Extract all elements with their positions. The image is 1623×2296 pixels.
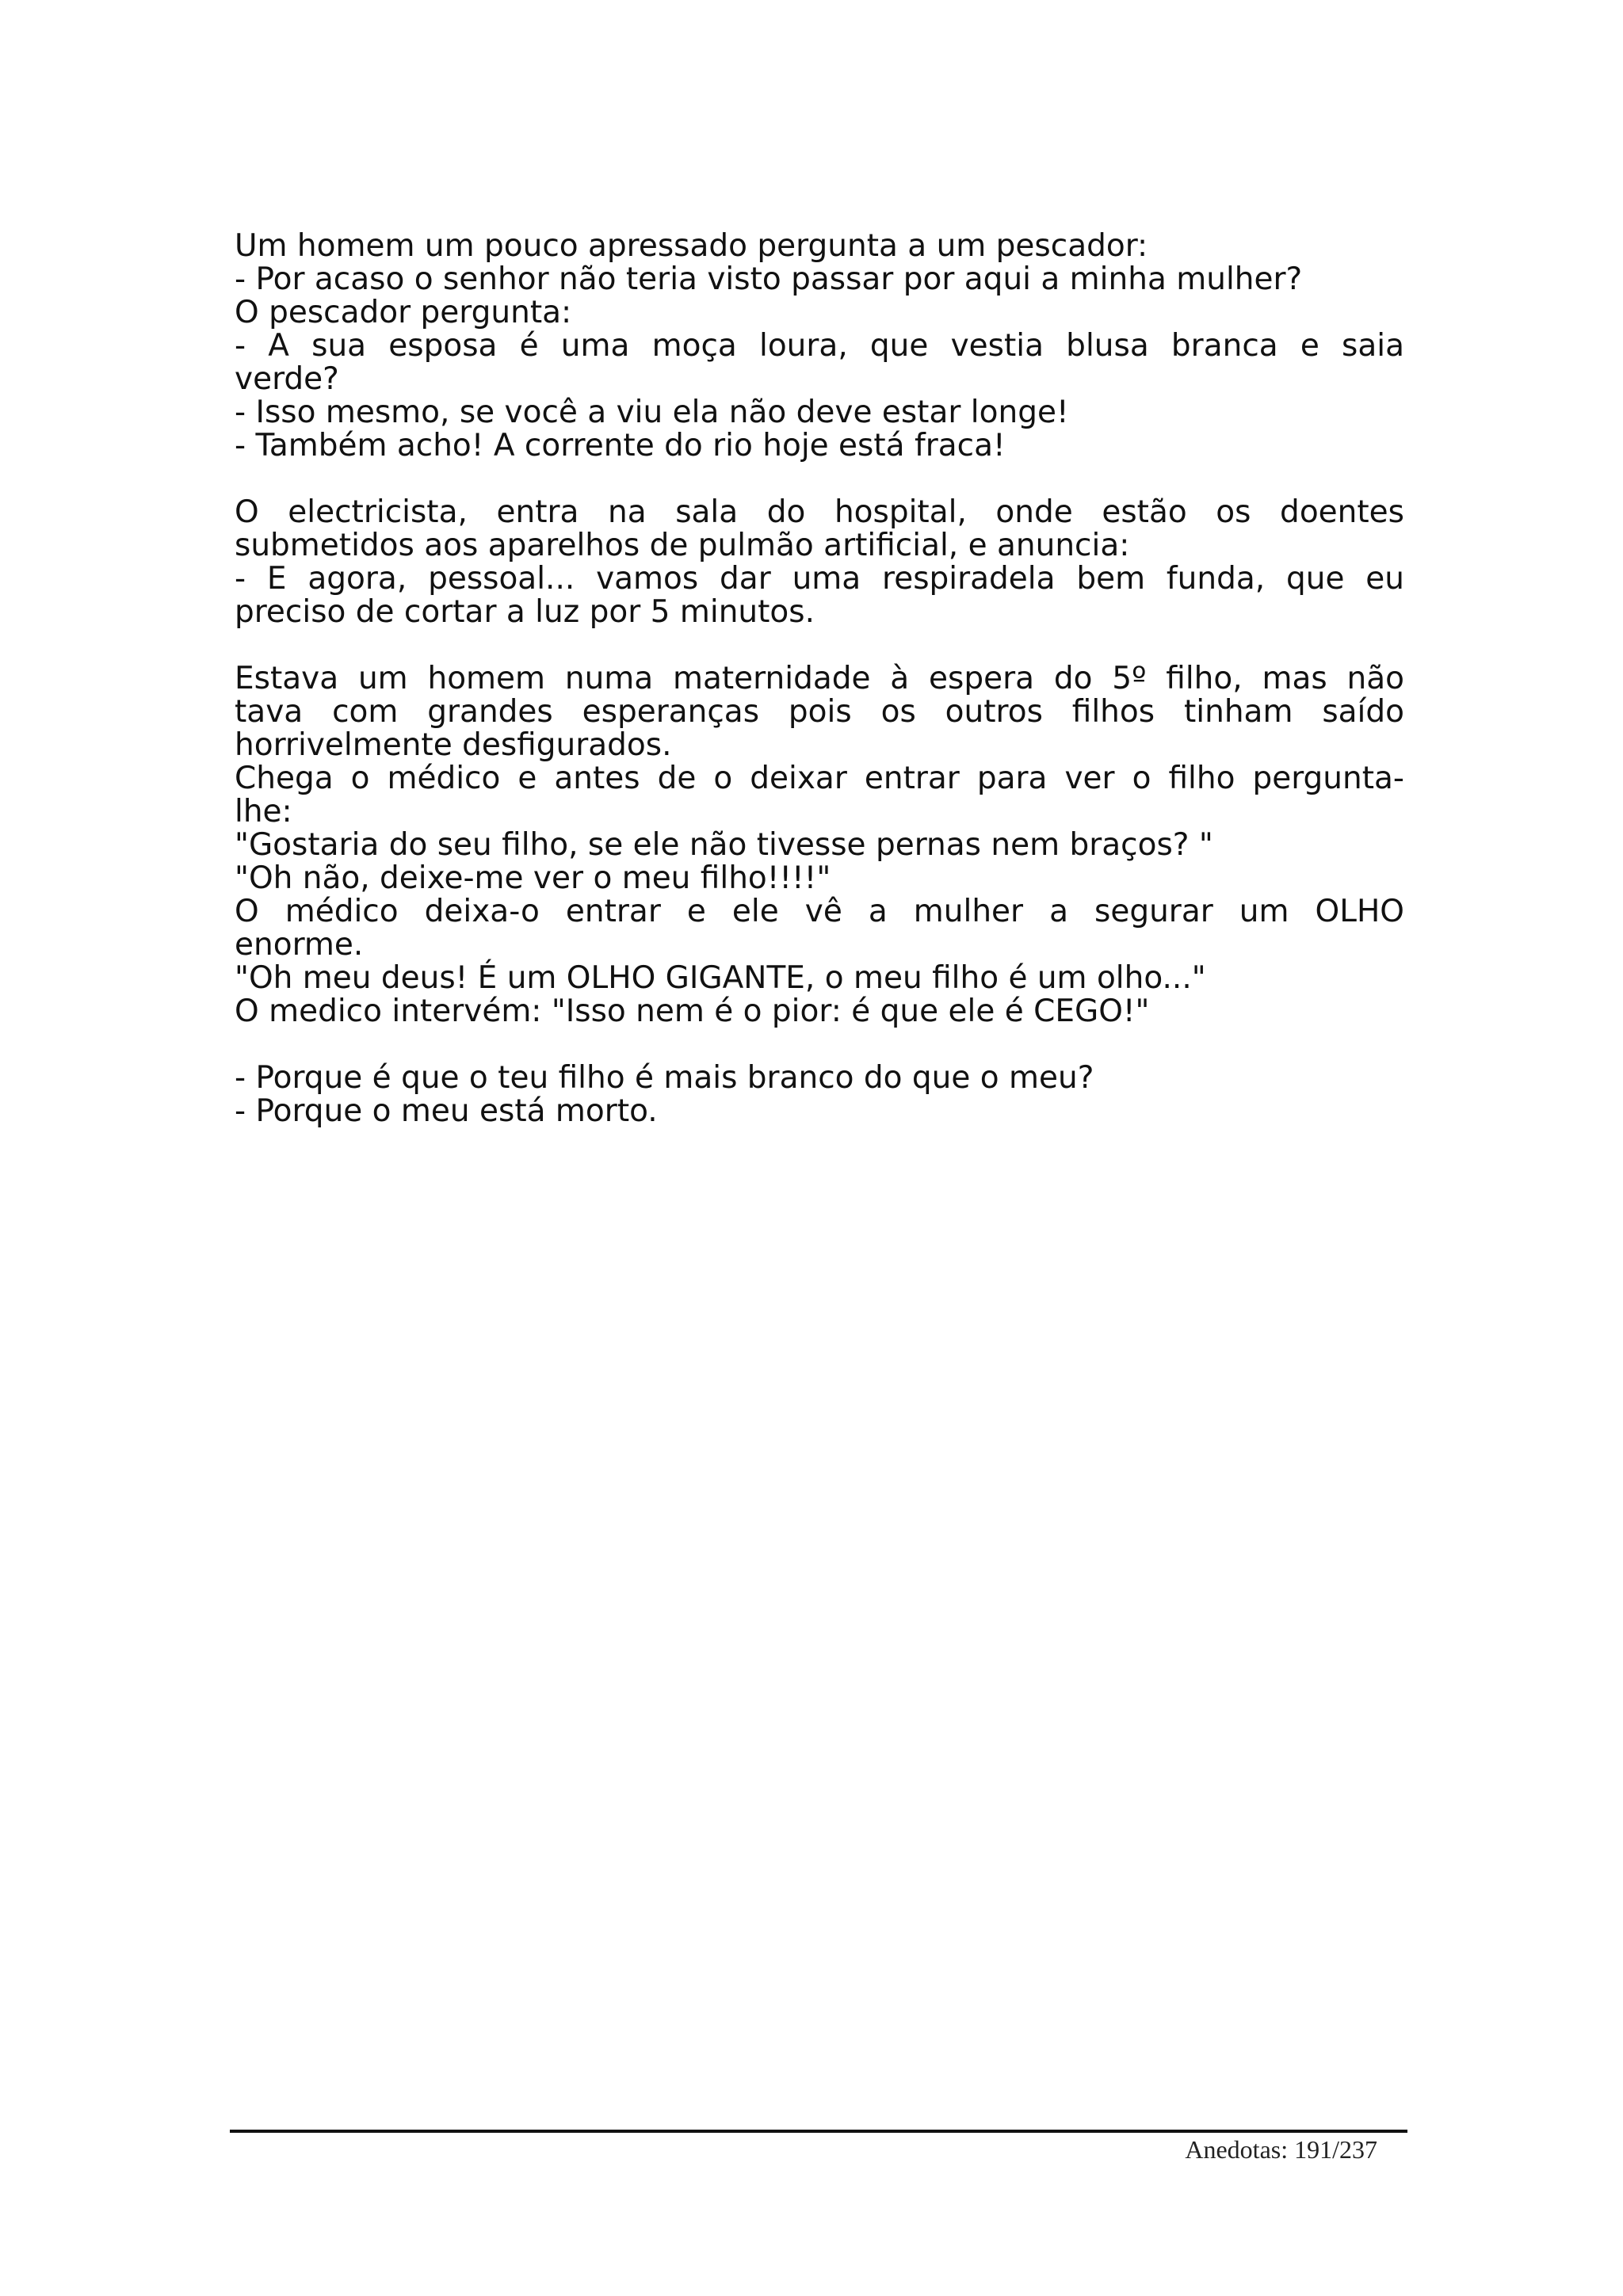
- text-line: - Porque é que o teu filho é mais branco do que o meu?: [235, 1060, 1094, 1096]
- text-line: "Gostaria do seu filho, se ele não tivesse pernas nem braços? ": [235, 827, 1213, 863]
- text-line: horrivelmente desfigurados.: [235, 727, 672, 763]
- joke-paragraph: [235, 230, 1404, 463]
- document-body: [235, 230, 1404, 1128]
- text-line: preciso de cortar a luz por 5 minutos.: [235, 594, 815, 630]
- text-line: Estava um homem numa maternidade à espera do 5º filho, mas não: [235, 661, 1404, 696]
- text-line: lhe:: [235, 794, 292, 830]
- page-number: Anedotas: 191/237: [1185, 2135, 1377, 2164]
- text-line: O electricista, entra na sala do hospital, onde estão os doentes: [235, 494, 1404, 530]
- text-line: Um homem um pouco apressado pergunta a um pescador:: [235, 228, 1148, 264]
- text-line: tava com grandes esperanças pois os outros filhos tinham saído: [235, 694, 1404, 730]
- text-line: submetidos aos aparelhos de pulmão artificial, e anuncia:: [235, 528, 1130, 563]
- text-line: O médico deixa-o entrar e ele vê a mulher a segurar um OLHO: [235, 894, 1404, 929]
- paragraph-gap: [235, 1028, 1404, 1062]
- joke-paragraph: [235, 496, 1404, 629]
- text-line: enorme.: [235, 927, 364, 963]
- joke-paragraph: [235, 1062, 1404, 1128]
- text-line: "Oh meu deus! É um OLHO GIGANTE, o meu filho é um olho...": [235, 960, 1206, 996]
- paragraph-gap: [235, 629, 1404, 662]
- text-line: O pescador pergunta:: [235, 295, 572, 330]
- text-line: verde?: [235, 361, 339, 397]
- text-line: - A sua esposa é uma moça loura, que vestia blusa branca e saia: [235, 328, 1404, 364]
- text-line: "Oh não, deixe-me ver o meu filho!!!!": [235, 860, 831, 896]
- footer-divider: [230, 2130, 1407, 2133]
- paragraph-gap: [235, 463, 1404, 496]
- text-line: - E agora, pessoal... vamos dar uma respiradela bem funda, que eu: [235, 561, 1404, 597]
- text-line: O medico intervém: "Isso nem é o pior: é que ele é CEGO!": [235, 994, 1150, 1029]
- text-line: - Por acaso o senhor não teria visto passar por aqui a minha mulher?: [235, 261, 1303, 297]
- text-line: - Porque o meu está morto.: [235, 1093, 658, 1129]
- text-line: - Isso mesmo, se você a viu ela não deve estar longe!: [235, 395, 1069, 430]
- joke-paragraph: [235, 662, 1404, 1028]
- text-line: Chega o médico e antes de o deixar entrar para ver o filho pergunta-: [235, 761, 1404, 796]
- text-line: - Também acho! A corrente do rio hoje está fraca!: [235, 428, 1006, 463]
